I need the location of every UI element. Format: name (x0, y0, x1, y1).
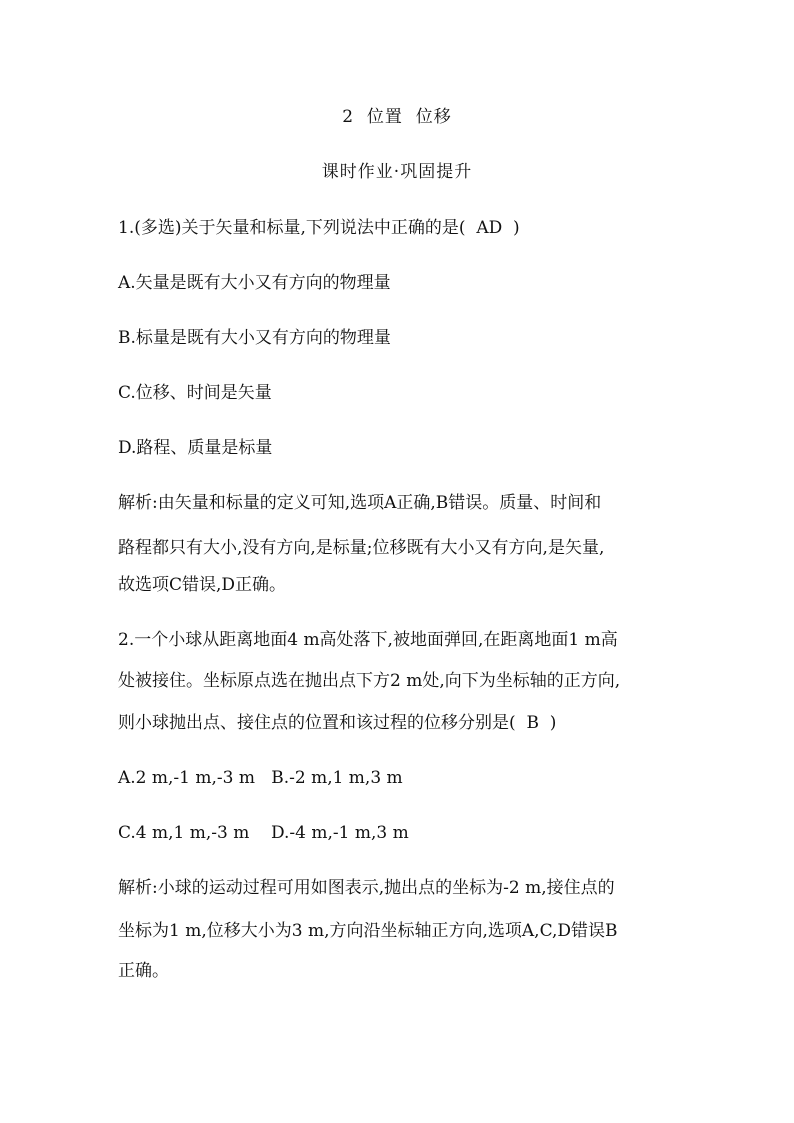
question-1-option-d: D.路程、质量是标量 (118, 438, 273, 458)
question-2-explanation-line-3: 正确。 (118, 961, 169, 981)
question-1-explanation-line-2: 路程都只有大小,没有方向,是标量;位移既有大小又有方向,是矢量, (118, 538, 605, 558)
question-1-stem: 1.(多选)关于矢量和标量,下列说法中正确的是( AD ) (118, 218, 520, 238)
question-1-explanation-line-1: 解析:由矢量和标量的定义可知,选项A正确,B错误。质量、时间和 (118, 493, 602, 513)
page-subtitle: 课时作业·巩固提升 (321, 162, 473, 182)
question-2-stem-line-3: 则小球抛出点、接住点的位置和该过程的位移分别是( B ) (118, 713, 557, 733)
question-1-option-a: A.矢量是既有大小又有方向的物理量 (118, 273, 391, 293)
question-1-option-c: C.位移、时间是矢量 (118, 383, 272, 403)
question-1-option-b: B.标量是既有大小又有方向的物理量 (118, 328, 391, 348)
question-2-stem-line-2: 处被接住。坐标原点选在抛出点下方2 m处,向下为坐标轴的正方向, (118, 671, 621, 691)
question-2-explanation-line-2: 坐标为1 m,位移大小为3 m,方向沿坐标轴正方向,选项A,C,D错误B (118, 921, 618, 941)
page-title: 2 位置 位移 (342, 107, 452, 127)
question-2-explanation-line-1: 解析:小球的运动过程可用如图表示,抛出点的坐标为-2 m,接住点的 (118, 878, 615, 898)
question-2-options-ab: A.2 m,-1 m,-3 m B.-2 m,1 m,3 m (118, 768, 403, 788)
question-2-stem-line-1: 2.一个小球从距离地面4 m高处落下,被地面弹回,在距离地面1 m高 (118, 630, 618, 650)
question-2-options-cd: C.4 m,1 m,-3 m D.-4 m,-1 m,3 m (118, 823, 409, 843)
question-1-explanation-line-3: 故选项C错误,D正确。 (118, 575, 287, 595)
